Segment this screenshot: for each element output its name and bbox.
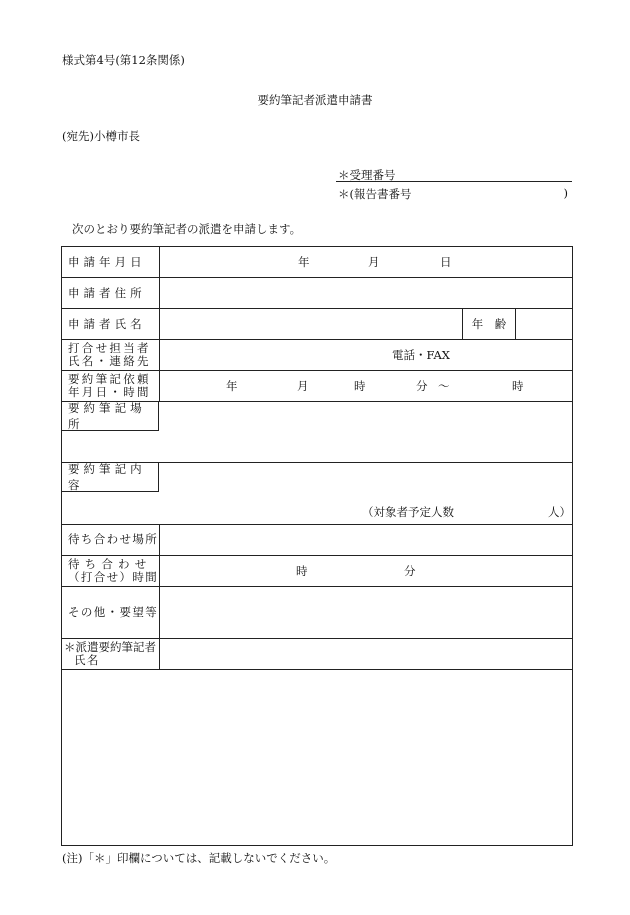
request-datetime-label [62, 371, 160, 402]
request-datetime-field[interactable] [160, 371, 573, 402]
request-tilde: 〜 [438, 379, 450, 393]
applicant-name-label: 申請者氏名 [62, 309, 160, 340]
dispatched-writer-field[interactable] [160, 639, 573, 670]
row-location [62, 402, 573, 463]
document-title: 要約筆記者派遣申請書 [257, 93, 373, 107]
dispatched-writer-label-line1: ＊派遣要約筆記者 [64, 639, 156, 654]
blank-area[interactable] [62, 670, 573, 846]
reception-number-label: ＊受理番号 [338, 168, 396, 182]
contact-label-line2: 氏名・連絡先 [68, 354, 151, 368]
row-meeting-time [62, 556, 573, 587]
meeting-place-field[interactable] [160, 525, 573, 556]
meeting-time-label-line1: 待ち合わせ [68, 556, 152, 571]
applicant-name-field[interactable] [160, 309, 463, 340]
office-use-box [336, 167, 572, 200]
report-number-label: ＊(報告書番号 [338, 187, 412, 201]
dispatched-writer-label-line2: 氏名 [74, 653, 100, 667]
row-blank [62, 670, 573, 846]
application-date-month: 月 [368, 255, 380, 269]
meeting-time-label-line2: （打合せ）時間 [68, 570, 159, 584]
age-label: 年 齢 [463, 309, 516, 340]
row-request-datetime [62, 371, 573, 402]
row-content [62, 463, 573, 525]
location-label: 要約筆記場所 [61, 401, 159, 431]
request-datetime-label-line2: 年月日・時間 [68, 385, 151, 399]
meeting-time-field[interactable] [160, 556, 573, 587]
request-month: 月 [297, 379, 309, 393]
request-datetime-label-line1: 要約筆記依頼 [68, 371, 151, 386]
dispatched-writer-label [62, 639, 160, 670]
row-other [62, 587, 573, 639]
row-application-date [62, 247, 573, 278]
participant-count-line [62, 507, 572, 519]
contact-label-line1: 打合せ担当者 [68, 340, 151, 355]
intro-text: 次のとおり要約筆記者の派遣を申請します。 [72, 222, 302, 236]
participant-count-label: （対象者予定人数 [362, 505, 454, 519]
content-cell[interactable] [62, 463, 573, 525]
location-cell[interactable] [62, 402, 573, 463]
meeting-place-label: 待ち合わせ場所 [62, 525, 160, 556]
footnote: (注)「＊」印欄については、記載しないでください。 [62, 851, 336, 865]
meeting-minute: 分 [404, 564, 416, 578]
phone-fax-label: 電話・FAX [392, 348, 450, 362]
request-hour: 時 [354, 379, 366, 393]
row-applicant-address [62, 278, 573, 309]
applicant-address-label: 申請者住所 [62, 278, 160, 309]
application-date-year: 年 [298, 255, 310, 269]
applicant-address-field[interactable] [160, 278, 573, 309]
age-field[interactable] [516, 309, 573, 340]
content-label: 要約筆記内容 [61, 462, 159, 492]
request-minute: 分 [416, 379, 428, 393]
row-contact [62, 340, 573, 371]
meeting-hour: 時 [296, 564, 308, 578]
application-date-field[interactable] [160, 247, 573, 278]
request-year: 年 [226, 379, 238, 393]
meeting-time-label [62, 556, 160, 587]
report-number-field[interactable] [336, 186, 572, 200]
row-dispatched-writer [62, 639, 573, 670]
other-field[interactable] [160, 587, 573, 639]
form-number: 様式第4号(第12条関係) [62, 53, 185, 67]
row-applicant-name [62, 309, 573, 340]
application-date-day: 日 [440, 255, 452, 269]
contact-field[interactable] [160, 340, 573, 371]
report-number-close: ) [563, 186, 568, 200]
addressee: (宛先)小樽市長 [62, 129, 140, 143]
participant-count-unit: 人） [548, 505, 571, 519]
reception-number-field[interactable] [336, 167, 572, 182]
application-form-table [61, 246, 573, 846]
row-meeting-place [62, 525, 573, 556]
contact-label [62, 340, 160, 371]
application-date-label: 申請年月日 [62, 247, 160, 278]
request-hour-end: 時 [512, 379, 524, 393]
other-label: その他・要望等 [62, 587, 160, 639]
